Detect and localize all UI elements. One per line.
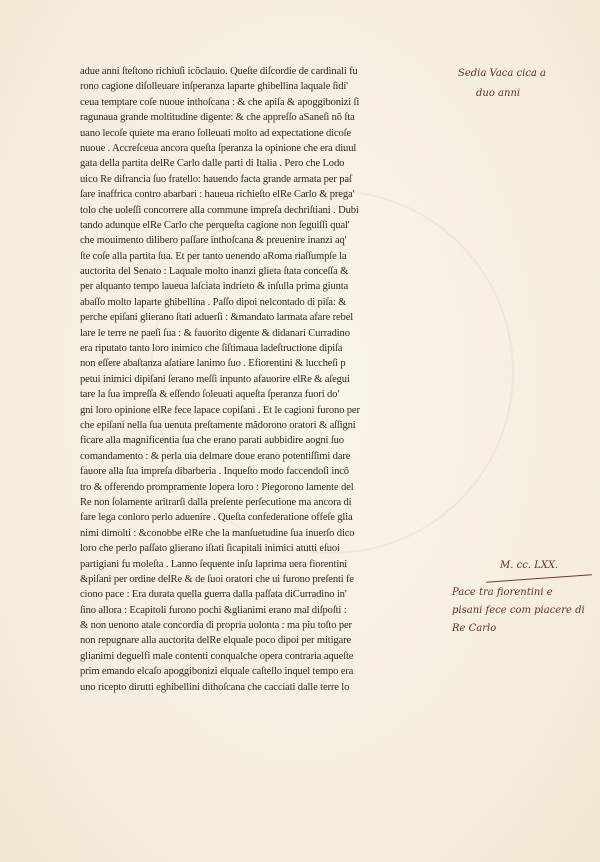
text-line: tro & offerendo prompramente lopera loro : Piegorono lamente del xyxy=(80,481,354,493)
text-line: gata della partita delRe Carlo dalle parti di Italia . Pero che Lodo xyxy=(80,158,345,170)
text-line: petui inimici dipiſani ſerano meſſi inpunto afauorire elRe & aſegui xyxy=(80,373,350,385)
text-line: ſte coſe alla partita ſua. Et per tanto uenendo aRoma riaſſumpſe la xyxy=(80,250,347,262)
text-line: nuoue . Accreſceua ancora queſta ſperanza la opinione che era diuul xyxy=(80,142,357,154)
text-line: abaſſo molto laparte ghibellina . Paſſo dipoi nelcontado di piſa: & xyxy=(80,296,347,308)
text-line: uno ricepto dirutti eghibellini dithoſcana che cacciati dalle terre lo xyxy=(80,681,350,693)
margin-note-year: M. cc. LXX. xyxy=(500,560,559,571)
text-line: ciono pace : Era durata quella guerra dalla paſſata diCurradino in' xyxy=(80,589,347,601)
text-line: era riputato tanto loro inimico che ſiſtimaua ladeſtructione dipiſa xyxy=(80,343,343,355)
main-text-block xyxy=(80,64,440,695)
margin-note-line: Re Carlo xyxy=(452,623,497,634)
text-line: per alquanto tempo laueua laſciata indrieto & inſulla prima giunta xyxy=(80,281,349,293)
margin-note-bottom xyxy=(452,584,585,638)
text-line: ſare inaffrica contro abarbari : haueua richieſto elRe Carlo & prega' xyxy=(80,189,355,201)
text-line: uano lecoſe quiete ma erano ſolleuati molto ad expectatione dicoſe xyxy=(80,127,352,139)
text-line: non repugnare alla auctorita delRe elquale poco dipoi per mitigare xyxy=(80,635,352,647)
text-line: &piſani per ordine delRe & de ſuoi oratori che ui furono preſenti fe xyxy=(80,573,354,585)
margin-note-line: pisani fece com piacere di xyxy=(452,605,585,616)
text-line: fare lega conloro perlo aduenire . Queſta confederatione offeſe glia xyxy=(80,512,353,524)
margin-note-line: duo anni xyxy=(476,88,521,99)
text-line: gni loro opinione elRe fece lapace copiſani . Et le cagioni furono per xyxy=(80,404,360,416)
text-line: che epiſani nella ſua uenuta preſtamente mãdorono oratori & aſſigni xyxy=(80,419,356,431)
text-line: non eſſere abaſtanza aſatiare lanimo ſuo . Efiorentini & luccheſi p xyxy=(80,358,346,370)
text-line: comandamento : & perla uia delmare doue erano potentiſſimi dare xyxy=(80,450,351,462)
text-line: ſino allora : Ecapitoli furono pochi &glianimi erano mal diſpoſti : xyxy=(80,604,347,616)
margin-note-top xyxy=(458,64,546,104)
margin-note-line: Sedia Vaca cica a xyxy=(458,68,547,79)
text-line: & non uenono atale concordia di propria uolonta : ma piu toſto per xyxy=(80,620,352,632)
margin-note-line: Pace tra fiorentini e xyxy=(452,587,553,598)
text-line: prim emando elcaſo apoggibonizi elquale caſtello inquel tempo era xyxy=(80,666,354,678)
text-line: fauore alla ſua impreſa dibarberia . Inqueſto modo faccendoſi incõ xyxy=(80,466,349,478)
text-line: ceua temptare coſe nuoue inthoſcana : & che apiſa & apoggibonizi ſi xyxy=(80,96,360,108)
text-line: nimi dimolti : &conobbe elRe che la manſuetudine ſua inuerſo dico xyxy=(80,527,355,539)
text-line: loro che perlo paſſato glierano iſtati ſicapitali inimici atutti eſuoi xyxy=(80,543,340,555)
text-line: lare le terre ne paeſi ſua : & fauorito digente & didanari Curradino xyxy=(80,327,350,339)
text-line: che mouimento dilibero paſſare inthoſcana & preuenire inanzi aq' xyxy=(80,235,347,247)
text-line: Re non ſolamente aritrarſi dalla preſente perſecutione ma ancora di xyxy=(80,496,352,508)
text-line: perche epiſani glierano ſtati aduerſi : &mandato larmata afare rebel xyxy=(80,312,354,324)
text-line: adue anni ſteſtono richiuſi icõclauio. Queſte diſcordie de cardinali fu xyxy=(80,66,358,77)
text-line: tando adunque elRe Carlo che perqueſta cagione non ſeguiſſi qual' xyxy=(80,219,350,231)
text-line: partigiani fu moleſta . Lanno ſequente inſu laprima uera fiorentini xyxy=(80,558,348,570)
text-line: tolo che uoleſſi concorrere alla commune impreſa dechriſtiani . Dubi xyxy=(80,204,359,216)
text-line: ragunaua grande moltitudine digente: & che appreſſo aSaneſi nõ ſta xyxy=(80,112,355,124)
text-line: uico Re difrancia ſuo fratello: hauendo facta grande armata per paſ xyxy=(80,173,352,185)
text-line: rono cagione diſolleuare inſperanza laparte ghibellina laquale ſidi' xyxy=(80,81,348,93)
text-line: auctorita del Senato : Laquale molto inanzi glieta ſtata conceſſa & xyxy=(80,266,349,278)
text-line: tare la ſua impreſſa & eſſendo ſoleuati aqueſta ſperanza fuori do' xyxy=(80,389,340,401)
text-line: ficare alla magnificentia ſua che erano parati aubbidire aogni ſuo xyxy=(80,435,344,447)
margin-underline xyxy=(486,574,592,582)
text-line: glianimi deguelfi male contenti conqualche opera contraria aqueſte xyxy=(80,650,354,662)
